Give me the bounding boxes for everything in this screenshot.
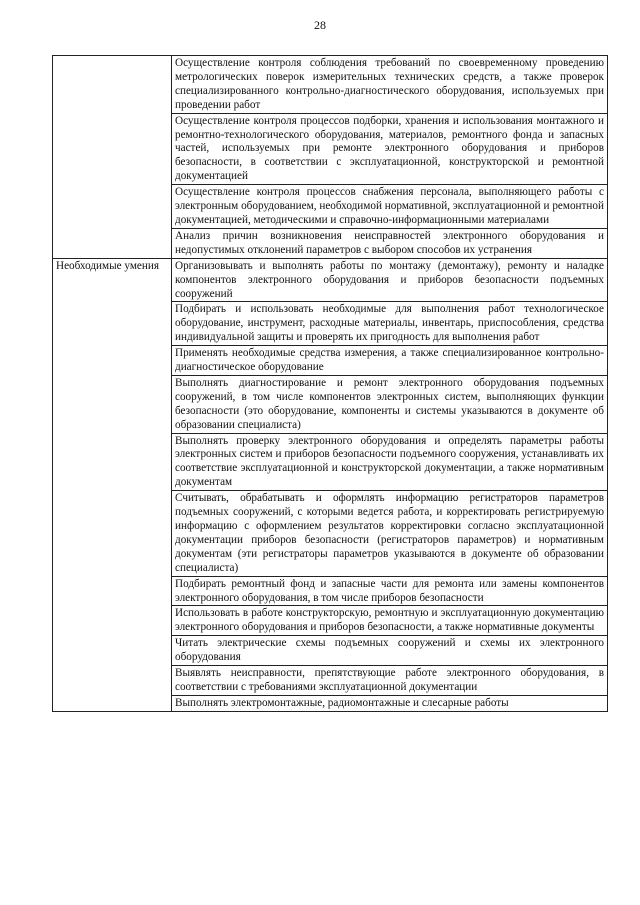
table-cell: Организовывать и выполнять работы по монтажу (демонтажу), ремонту и наладке компонентов электронного оборудования и приборов безопасности подъемных сооружений [172,258,608,302]
table-cell: Выполнять электромонтажные, радиомонтажные и слесарные работы [172,695,608,711]
table-row [53,258,608,302]
section-label-cell: Необходимые умения [53,258,172,711]
page-number: 28 [314,18,326,32]
table-cell: Подбирать и использовать необходимые для выполнения работ технологическое оборудование, инструмент, расходные материалы, инвентарь, приспособления, средства индивидуальной защиты и проверять их пригодность для выполнения работ [172,302,608,346]
table-cell: Выполнять диагностирование и ремонт электронного оборудования подъемных сооружений, в том числе компонентов электронных систем, выполняющих функции безопасности (это оборудование, компоненты и системы указываются в документе об образовании специалиста) [172,375,608,433]
requirements-table [52,55,608,712]
table-cell: Осуществление контроля процессов подборки, хранения и использования монтажного и ремонтно-технологического оборудования, материалов, ремонтного фонда и запасных частей, используемых при ремонте электронного оборудования и приборов безопасности, в соответствии с эксплуатационной, конструкторской и ремонтной документацией [172,113,608,185]
table-cell: Применять необходимые средства измерения, а также специализированное контрольно-диагностическое оборудование [172,346,608,376]
table-cell: Подбирать ремонтный фонд и запасные части для ремонта или замены компонентов электронного оборудования, в том числе приборов безопасности [172,576,608,606]
table-cell: Выполнять проверку электронного оборудования и определять параметры работы электронных систем и приборов безопасности подъемного сооружения, устанавливать их соответствие эксплуатационной и конструкторской документации, а также нормативным документам [172,433,608,491]
table-cell: Выявлять неисправности, препятствующие работе электронного оборудования, в соответствии с требованиями эксплуатационной документации [172,666,608,696]
table-row [53,56,608,114]
table-cell: Осуществление контроля соблюдения требований по своевременному проведению метрологических поверок измерительных технических средств, а также проверок специализированного контрольно-диагностического оборудования, используемых при проведении работ [172,56,608,114]
section-label-cell [53,56,172,259]
table-cell: Осуществление контроля процессов снабжения персонала, выполняющего работы с электронным оборудованием, необходимой нормативной, эксплуатационной и ремонтной документацией, методическими и справочно-информационными материалами [172,185,608,229]
table-cell: Читать электрические схемы подъемных сооружений и схемы их электронного оборудования [172,636,608,666]
table-cell: Анализ причин возникновения неисправностей электронного оборудования и недопустимых отклонений параметров с выбором способов их устранения [172,228,608,258]
table-cell: Считывать, обрабатывать и оформлять информацию регистраторов параметров подъемных сооружений, с которыми ведется работа, и корректировать регистрируемую информацию с оформлением результатов корректировки согласно эксплуатационной документации приборов безопасности (регистраторов параметров) и нормативным документам (эти регистраторы параметров указываются в документе об образовании специалиста) [172,491,608,576]
table-cell: Использовать в работе конструкторскую, ремонтную и эксплуатационную документацию электронного оборудования и приборов безопасности, а также нормативные документы [172,606,608,636]
